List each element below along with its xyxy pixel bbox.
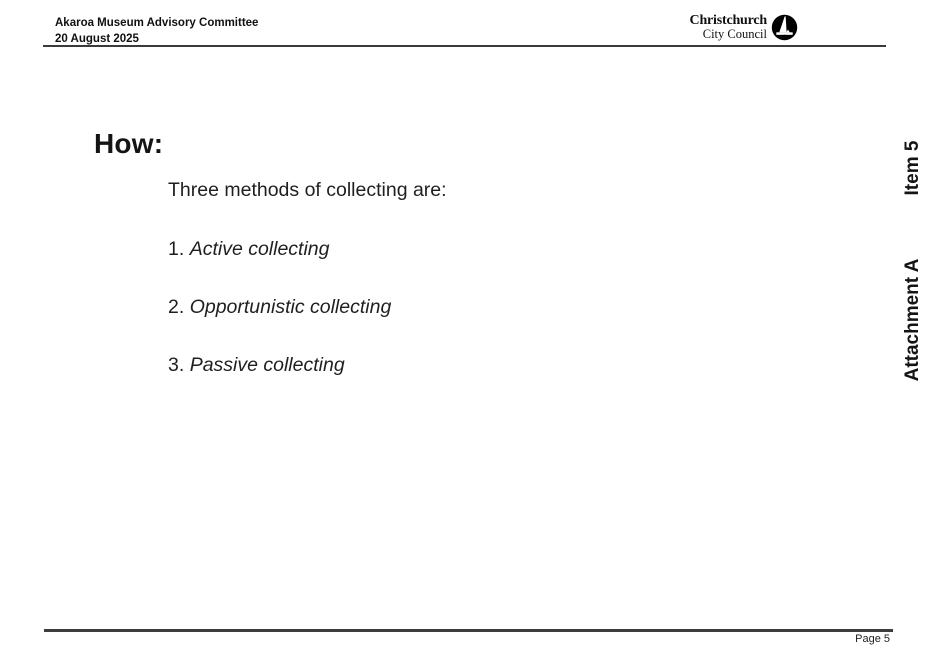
list-item [168,296,391,319]
list-item [168,238,330,261]
council-subname: City Council [702,27,767,41]
list-item [168,354,345,377]
council-name: Christchurch [689,13,767,28]
meeting-date: 20 August 2025 [55,33,139,45]
council-logo [690,14,798,41]
page-number: Page 5 [855,633,890,645]
council-logo-text [690,14,767,41]
council-emblem-icon [771,14,798,41]
sidebar-item-label: Item 5 [902,140,923,196]
list-item-text: Passive collecting [189,354,345,376]
document-header [55,15,258,47]
intro-text: Three methods of collecting are: [168,179,447,201]
list-item-number: 2. [168,296,185,318]
footer-divider [44,629,893,632]
list-item-number: 1. [168,238,185,260]
list-item-text: Active collecting [189,238,330,260]
list-item-number: 3. [168,354,185,376]
sidebar-attachment-label: Attachment A [902,258,923,382]
committee-title: Akaroa Museum Advisory Committee [55,17,259,29]
section-heading: How: [94,128,164,159]
list-item-text: Opportunistic collecting [189,296,392,318]
header-divider [43,45,886,47]
